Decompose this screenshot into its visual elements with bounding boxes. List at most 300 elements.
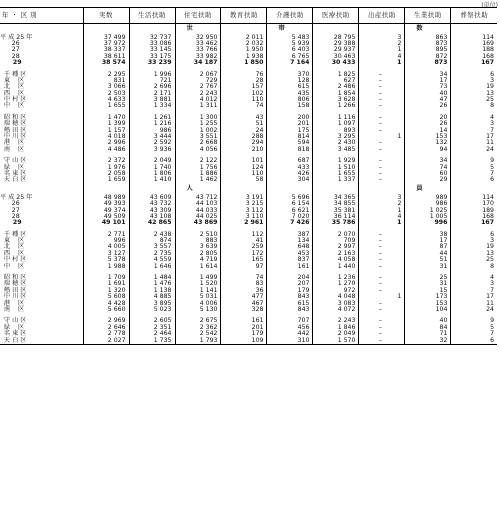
row-label: 天 白 区 xyxy=(0,338,83,345)
cell-nursing-care: 594 xyxy=(267,140,313,146)
cell-maternity: – xyxy=(359,264,405,270)
cell-nursing-care: 310 xyxy=(267,338,313,345)
cell-maternity: – xyxy=(359,91,405,97)
cell-maternity: 2 xyxy=(359,201,405,207)
cell-livelihood: 3 936 xyxy=(129,147,175,153)
cell-nursing-care: 158 xyxy=(267,103,313,109)
cell-livelihood: 1 646 xyxy=(129,264,175,270)
cell-education: 36 xyxy=(221,288,267,294)
cell-medical: 893 xyxy=(313,128,359,134)
cell-maternity: – xyxy=(359,147,405,153)
cell-education: 41 xyxy=(221,238,267,244)
cell-maternity: – xyxy=(359,177,405,183)
row-label: 中 区 xyxy=(0,262,25,270)
cell-nursing-care: 5 483 xyxy=(267,35,313,41)
cell-occupational: 31 xyxy=(405,264,451,270)
cell-education: 201 xyxy=(221,325,267,331)
cell-occupational: 873 xyxy=(405,60,451,66)
cell-nursing-care: 304 xyxy=(267,177,313,183)
cell-medical: 1 236 xyxy=(313,275,359,281)
row-label: 26 xyxy=(0,200,20,208)
cell-livelihood: 2 049 xyxy=(129,158,175,164)
cell-total: 3 127 xyxy=(83,251,129,257)
row-label: 天 白 区 xyxy=(0,176,27,184)
cell-nursing-care: 814 xyxy=(267,134,313,140)
cell-education: 74 xyxy=(221,275,267,281)
cell-funeral: 170 xyxy=(451,201,497,207)
cell-livelihood: 43 309 xyxy=(129,207,175,213)
cell-nursing-care: 6 403 xyxy=(267,47,313,53)
cell-housing: 43 869 xyxy=(175,220,221,226)
cell-maternity: – xyxy=(359,140,405,146)
cell-education: 259 xyxy=(221,244,267,250)
cell-funeral: 6 xyxy=(451,71,497,77)
cell-education: 28 xyxy=(221,78,267,84)
cell-medical: 1 097 xyxy=(313,121,359,127)
cell-education: 109 xyxy=(221,338,267,345)
cell-maternity: – xyxy=(359,257,405,263)
cell-housing: 2 675 xyxy=(175,318,221,324)
row-label: 28 xyxy=(0,52,20,60)
row-label: 北 区 xyxy=(0,83,25,91)
cell-funeral: 7 xyxy=(451,128,497,134)
cell-occupational: 20 xyxy=(405,115,451,121)
cell-maternity: 1 xyxy=(359,60,405,66)
cell-housing: 44 025 xyxy=(175,214,221,220)
cell-funeral: 17 xyxy=(451,134,497,140)
cell-funeral: 19 xyxy=(451,244,497,250)
cell-funeral: 114 xyxy=(451,35,497,41)
cell-medical: 1 116 xyxy=(313,115,359,121)
header-medical: 医療扶助 xyxy=(313,8,359,24)
section-label-row xyxy=(0,24,497,35)
cell-funeral: 5 xyxy=(451,165,497,171)
cell-funeral: 5 xyxy=(451,325,497,331)
cell-housing: 4 006 xyxy=(175,301,221,307)
cell-education: 51 xyxy=(221,121,267,127)
row-label: 南 区 xyxy=(0,306,25,313)
cell-funeral: 11 xyxy=(451,140,497,146)
cell-livelihood: 1 138 xyxy=(129,288,175,294)
cell-livelihood: 32 737 xyxy=(129,35,175,41)
cell-maternity: – xyxy=(359,275,405,281)
row-label: 中 村 区 xyxy=(0,256,27,264)
row-label: 瑞 穂 区 xyxy=(0,280,27,288)
cell-nursing-care: 370 xyxy=(267,71,313,77)
cell-nursing-care: 615 xyxy=(267,84,313,90)
cell-nursing-care: 453 xyxy=(267,251,313,257)
assistance-table xyxy=(0,7,497,345)
cell-nursing-care: 387 xyxy=(267,232,313,238)
cell-funeral: 6 xyxy=(451,338,497,345)
cell-housing: 5 130 xyxy=(175,307,221,313)
cell-total: 1 157 xyxy=(83,128,129,134)
cell-medical: 30 433 xyxy=(313,60,359,66)
cell-occupational: 25 xyxy=(405,275,451,281)
cell-maternity: – xyxy=(359,281,405,287)
cell-funeral: 24 xyxy=(451,147,497,153)
cell-housing: 1 255 xyxy=(175,121,221,127)
cell-housing: 1 462 xyxy=(175,177,221,183)
cell-funeral: 4 xyxy=(451,115,497,121)
cell-maternity: – xyxy=(359,288,405,294)
cell-funeral: 9 xyxy=(451,158,497,164)
cell-occupational: 15 xyxy=(405,288,451,294)
cell-nursing-care: 6 154 xyxy=(267,201,313,207)
cell-medical: 1 929 xyxy=(313,158,359,164)
cell-occupational: 74 xyxy=(405,165,451,171)
row-label: 熱 田 区 xyxy=(0,126,27,134)
cell-total: 1 976 xyxy=(83,165,129,171)
cell-nursing-care: 207 xyxy=(267,281,313,287)
cell-occupational: 40 xyxy=(405,318,451,324)
cell-housing: 1 300 xyxy=(175,115,221,121)
cell-occupational: 996 xyxy=(405,220,451,226)
row-label: 西 区 xyxy=(0,249,25,257)
cell-total: 1 655 xyxy=(83,103,129,109)
cell-total: 2 295 xyxy=(83,71,129,77)
cell-medical: 627 xyxy=(313,78,359,84)
cell-total: 2 996 xyxy=(83,140,129,146)
cell-education: 74 xyxy=(221,103,267,109)
cell-nursing-care: 433 xyxy=(267,165,313,171)
cell-nursing-care: 456 xyxy=(267,325,313,331)
cell-total: 2 969 xyxy=(83,318,129,324)
cell-maternity: – xyxy=(359,301,405,307)
cell-occupational: 87 xyxy=(405,244,451,250)
cell-funeral: 3 xyxy=(451,281,497,287)
cell-total: 996 xyxy=(83,238,129,244)
cell-total: 1 988 xyxy=(83,264,129,270)
cell-funeral: 114 xyxy=(451,195,497,201)
cell-total: 1 399 xyxy=(83,121,129,127)
cell-funeral: 168 xyxy=(451,214,497,220)
cell-housing: 2 243 xyxy=(175,91,221,97)
cell-nursing-care: 179 xyxy=(267,288,313,294)
cell-funeral: 3 xyxy=(451,121,497,127)
cell-occupational: 153 xyxy=(405,134,451,140)
cell-funeral: 25 xyxy=(451,257,497,263)
cell-total: 4 428 xyxy=(83,301,129,307)
cell-livelihood: 1 334 xyxy=(129,103,175,109)
cell-maternity: – xyxy=(359,84,405,90)
cell-nursing-care: 648 xyxy=(267,244,313,250)
row-label: 29 xyxy=(0,219,22,227)
cell-medical: 1 440 xyxy=(313,264,359,270)
cell-education: 179 xyxy=(221,331,267,337)
cell-medical: 1 270 xyxy=(313,281,359,287)
cell-maternity: – xyxy=(359,103,405,109)
cell-maternity: – xyxy=(359,78,405,84)
cell-funeral: 13 xyxy=(451,251,497,257)
cell-occupational: 17 xyxy=(405,238,451,244)
cell-maternity: 4 xyxy=(359,54,405,60)
cell-housing: 44 103 xyxy=(175,201,221,207)
cell-livelihood: 33 086 xyxy=(129,41,175,47)
cell-housing: 4 012 xyxy=(175,97,221,103)
cell-medical: 35 786 xyxy=(313,220,359,226)
cell-housing: 1 002 xyxy=(175,128,221,134)
cell-livelihood: 1 484 xyxy=(129,275,175,281)
row-label: 北 区 xyxy=(0,243,25,251)
cell-medical: 2 049 xyxy=(313,331,359,337)
cell-housing: 2 362 xyxy=(175,325,221,331)
cell-medical: 2 997 xyxy=(313,244,359,250)
cell-funeral: 7 xyxy=(451,171,497,177)
cell-total: 49 101 xyxy=(83,220,129,226)
cell-medical: 3 295 xyxy=(313,134,359,140)
cell-total: 1 691 xyxy=(83,281,129,287)
cell-livelihood: 2 464 xyxy=(129,331,175,337)
cell-occupational: 132 xyxy=(405,140,451,146)
row-label: 平 成 25 年 xyxy=(0,193,33,201)
cell-maternity: – xyxy=(359,251,405,257)
cell-education: 2 961 xyxy=(221,220,267,226)
cell-maternity: 1 xyxy=(359,47,405,53)
cell-maternity: – xyxy=(359,232,405,238)
cell-maternity: 4 xyxy=(359,214,405,220)
cell-maternity: 1 xyxy=(359,134,405,140)
row-label: 緑 区 xyxy=(0,323,25,331)
cell-livelihood: 43 609 xyxy=(129,195,175,201)
cell-occupational: 38 xyxy=(405,232,451,238)
header-housing: 住宅扶助 xyxy=(175,8,221,24)
table-body xyxy=(0,24,497,345)
cell-maternity: 3 xyxy=(359,35,405,41)
cell-funeral: 11 xyxy=(451,301,497,307)
cell-education: 110 xyxy=(221,97,267,103)
row-label: 西 区 xyxy=(0,89,25,97)
cell-occupational: 34 xyxy=(405,71,451,77)
cell-maternity: – xyxy=(359,115,405,121)
cell-total: 831 xyxy=(83,78,129,84)
cell-nursing-care: 442 xyxy=(267,331,313,337)
cell-livelihood: 1 476 xyxy=(129,281,175,287)
cell-maternity: – xyxy=(359,128,405,134)
row-label: 中 川 区 xyxy=(0,133,27,141)
cell-housing: 33 982 xyxy=(175,54,221,60)
cell-education: 76 xyxy=(221,71,267,77)
cell-education: 102 xyxy=(221,91,267,97)
section-label: 人 xyxy=(175,184,221,195)
cell-livelihood: 3 881 xyxy=(129,97,175,103)
cell-total: 1 320 xyxy=(83,288,129,294)
cell-maternity: – xyxy=(359,158,405,164)
cell-funeral: 167 xyxy=(451,60,497,66)
cell-livelihood: 2 592 xyxy=(129,140,175,146)
cell-total: 38 574 xyxy=(83,60,129,66)
row-label: 南 区 xyxy=(0,145,25,153)
cell-housing: 2 542 xyxy=(175,331,221,337)
cell-education: 1 950 xyxy=(221,47,267,53)
cell-total: 5 378 xyxy=(83,257,129,263)
cell-occupational: 153 xyxy=(405,301,451,307)
cell-total: 2 646 xyxy=(83,325,129,331)
cell-housing: 34 187 xyxy=(175,60,221,66)
section-label: 帯 xyxy=(267,24,313,35)
cell-nursing-care: 806 xyxy=(267,97,313,103)
section-label: 数 xyxy=(405,24,451,35)
cell-livelihood: 2 351 xyxy=(129,325,175,331)
cell-education: 3 112 xyxy=(221,207,267,213)
cell-total: 2 027 xyxy=(83,338,129,345)
cell-housing: 5 031 xyxy=(175,294,221,300)
header-maternity: 出産扶助 xyxy=(359,8,405,24)
cell-education: 24 xyxy=(221,128,267,134)
cell-total: 37 499 xyxy=(83,35,129,41)
row-label: 熱 田 区 xyxy=(0,286,27,294)
cell-maternity: – xyxy=(359,171,405,177)
cell-livelihood: 1 735 xyxy=(129,338,175,345)
cell-funeral: 24 xyxy=(451,307,497,313)
cell-nursing-care: 435 xyxy=(267,91,313,97)
cell-funeral: 189 xyxy=(451,207,497,213)
cell-nursing-care: 6 765 xyxy=(267,54,313,60)
unit-note: (単位) xyxy=(481,2,498,9)
header-total: 実数 xyxy=(83,8,129,24)
cell-medical: 972 xyxy=(313,288,359,294)
row-label: 東 区 xyxy=(0,76,25,84)
cell-nursing-care: 707 xyxy=(267,318,313,324)
cell-education: 165 xyxy=(221,257,267,263)
cell-total: 1 659 xyxy=(83,177,129,183)
cell-housing: 729 xyxy=(175,78,221,84)
cell-education: 110 xyxy=(221,171,267,177)
header-year-ward: 年・区別 xyxy=(0,8,83,24)
cell-livelihood: 3 557 xyxy=(129,244,175,250)
cell-maternity: 3 xyxy=(359,195,405,201)
cell-total: 4 018 xyxy=(83,134,129,140)
cell-medical: 2 163 xyxy=(313,251,359,257)
cell-maternity: – xyxy=(359,97,405,103)
cell-funeral: 17 xyxy=(451,294,497,300)
row-label: 千 種 区 xyxy=(0,230,27,238)
cell-housing: 1 520 xyxy=(175,281,221,287)
cell-housing: 4 056 xyxy=(175,147,221,153)
cell-maternity: – xyxy=(359,331,405,337)
cell-housing: 33 766 xyxy=(175,47,221,53)
cell-total: 1 470 xyxy=(83,115,129,121)
cell-total: 4 486 xyxy=(83,147,129,153)
header-nursing-care: 介護扶助 xyxy=(267,8,313,24)
cell-housing: 1 141 xyxy=(175,288,221,294)
cell-livelihood: 4 559 xyxy=(129,257,175,263)
cell-education: 3 191 xyxy=(221,195,267,201)
cell-nursing-care: 687 xyxy=(267,158,313,164)
cell-education: 328 xyxy=(221,307,267,313)
cell-occupational: 31 xyxy=(405,281,451,287)
cell-medical: 29 937 xyxy=(313,47,359,53)
cell-nursing-care: 128 xyxy=(267,78,313,84)
cell-nursing-care: 175 xyxy=(267,128,313,134)
cell-livelihood: 874 xyxy=(129,238,175,244)
header-funeral: 葬祭扶助 xyxy=(451,8,497,24)
header-row xyxy=(0,8,497,24)
section-label: 世 xyxy=(175,24,221,35)
cell-occupational: 32 xyxy=(405,338,451,345)
row-label: 瑞 穂 区 xyxy=(0,120,27,128)
cell-occupational: 73 xyxy=(405,84,451,90)
cell-occupational: 29 xyxy=(405,177,451,183)
cell-medical: 30 463 xyxy=(313,54,359,60)
row-label: 中 区 xyxy=(0,102,25,110)
row-label: 平 成 25 年 xyxy=(0,33,33,41)
row-label: 守 山 区 xyxy=(0,317,27,325)
cell-medical: 1 337 xyxy=(313,177,359,183)
cell-housing: 2 067 xyxy=(175,71,221,77)
cell-livelihood: 721 xyxy=(129,78,175,84)
cell-education: 294 xyxy=(221,140,267,146)
cell-livelihood: 2 171 xyxy=(129,91,175,97)
cell-occupational: 1 025 xyxy=(405,207,451,213)
header-livelihood: 生活扶助 xyxy=(129,8,175,24)
cell-livelihood: 33 239 xyxy=(129,60,175,66)
cell-nursing-care: 161 xyxy=(267,264,313,270)
cell-housing: 33 462 xyxy=(175,41,221,47)
cell-maternity: – xyxy=(359,318,405,324)
cell-education: 161 xyxy=(221,318,267,324)
cell-housing: 2 767 xyxy=(175,84,221,90)
cell-housing: 4 719 xyxy=(175,257,221,263)
cell-funeral: 8 xyxy=(451,264,497,270)
cell-maternity: – xyxy=(359,121,405,127)
cell-nursing-care: 837 xyxy=(267,257,313,263)
cell-maternity: – xyxy=(359,307,405,313)
cell-funeral: 3 xyxy=(451,78,497,84)
cell-housing: 3 551 xyxy=(175,134,221,140)
cell-housing: 883 xyxy=(175,238,221,244)
cell-medical: 4 048 xyxy=(313,294,359,300)
cell-medical: 1 655 xyxy=(313,171,359,177)
cell-livelihood: 1 216 xyxy=(129,121,175,127)
cell-nursing-care: 134 xyxy=(267,238,313,244)
cell-funeral: 4 xyxy=(451,275,497,281)
cell-education: 101 xyxy=(221,158,267,164)
cell-nursing-care: 7 164 xyxy=(267,60,313,66)
cell-livelihood: 5 023 xyxy=(129,307,175,313)
cell-livelihood: 4 885 xyxy=(129,294,175,300)
cell-nursing-care: 615 xyxy=(267,301,313,307)
cell-occupational: 94 xyxy=(405,147,451,153)
cell-medical: 1 825 xyxy=(313,71,359,77)
cell-livelihood: 1 806 xyxy=(129,171,175,177)
cell-education: 477 xyxy=(221,294,267,300)
cell-occupational: 863 xyxy=(405,35,451,41)
cell-funeral: 25 xyxy=(451,97,497,103)
cell-education: 172 xyxy=(221,251,267,257)
cell-total: 49 393 xyxy=(83,201,129,207)
cell-housing: 1 311 xyxy=(175,103,221,109)
cell-housing: 32 950 xyxy=(175,35,221,41)
cell-occupational: 873 xyxy=(405,41,451,47)
cell-maternity: 1 xyxy=(359,207,405,213)
cell-nursing-care: 7 020 xyxy=(267,214,313,220)
cell-total: 4 633 xyxy=(83,97,129,103)
cell-nursing-care: 843 xyxy=(267,294,313,300)
cell-total: 37 972 xyxy=(83,41,129,47)
cell-education: 467 xyxy=(221,301,267,307)
cell-livelihood: 43 732 xyxy=(129,201,175,207)
cell-education: 58 xyxy=(221,177,267,183)
cell-medical: 28 795 xyxy=(313,35,359,41)
cell-housing: 2 668 xyxy=(175,140,221,146)
cell-total: 38 611 xyxy=(83,54,129,60)
cell-total: 2 058 xyxy=(83,171,129,177)
cell-medical: 3 485 xyxy=(313,147,359,153)
cell-housing: 2 510 xyxy=(175,232,221,238)
cell-total: 48 989 xyxy=(83,195,129,201)
cell-education: 1 850 xyxy=(221,60,267,66)
